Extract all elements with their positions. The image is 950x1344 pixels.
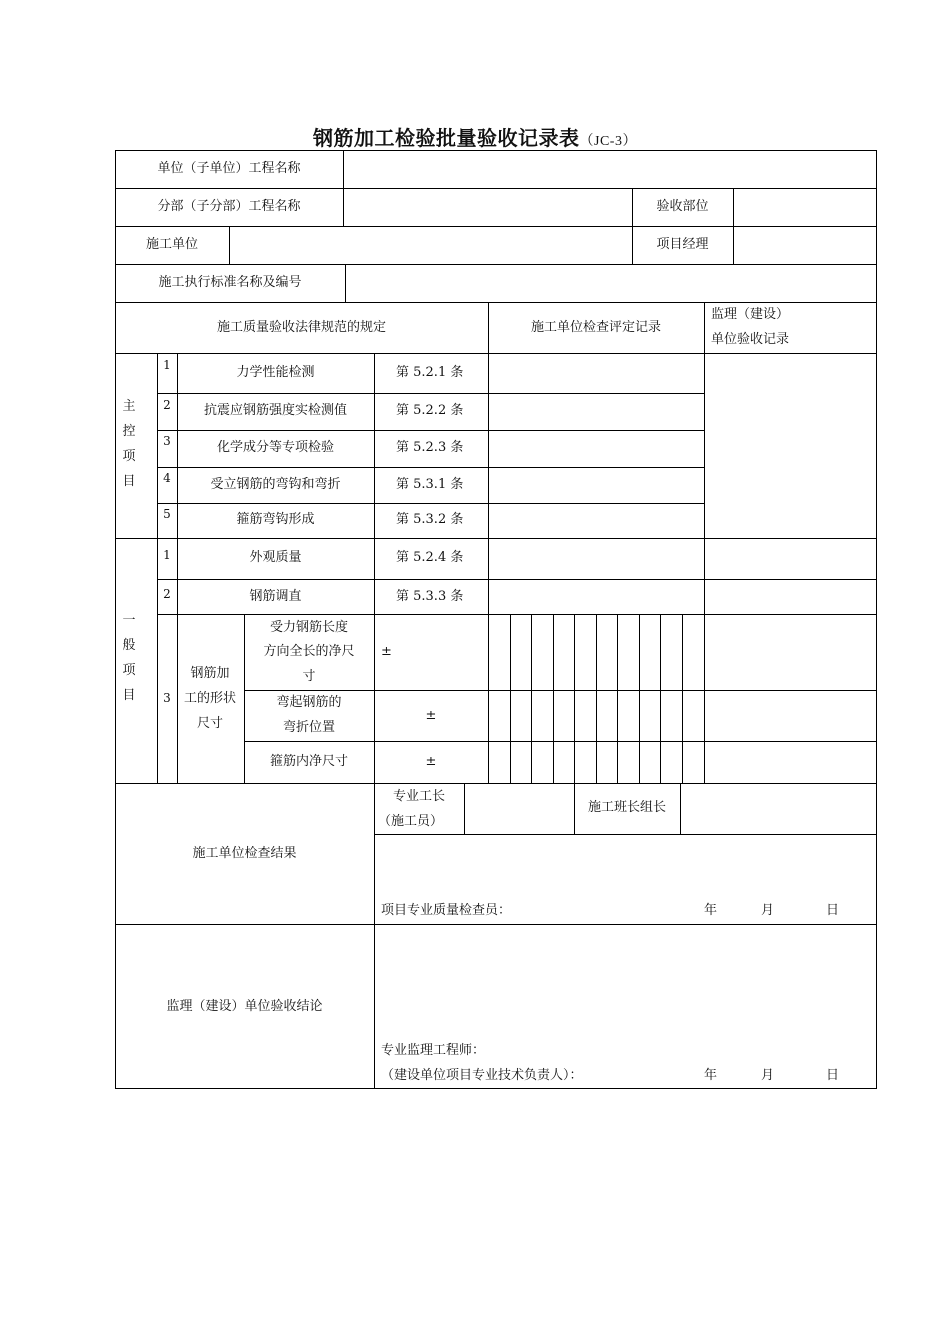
project-name-label: 单位（子单位）工程名称 — [157, 161, 301, 176]
general-row-item: 钢筋调直 — [249, 589, 302, 604]
general-group-name-line3: 尺寸 — [196, 716, 223, 731]
main-row-clause: 第 5.3.2 条 — [396, 512, 464, 527]
contractor-record-header: 施工单位检查评定记录 — [530, 320, 661, 335]
main-row-clause: 第 5.3.1 条 — [396, 477, 464, 492]
main-row-clause: 第 5.2.2 条 — [396, 403, 464, 418]
page-title: 钢筋加工检验批量验收记录表（JC-3） — [313, 126, 637, 150]
main-row-no: 2 — [163, 398, 171, 412]
main-row-clause: 第 5.2.3 条 — [396, 440, 464, 455]
sub-item-line2: 弯折位置 — [282, 720, 335, 735]
supervisor-record-header-line2: 单位验收记录 — [711, 332, 790, 347]
subproject-label: 分部（子分部）工程名称 — [157, 199, 301, 214]
main-row-no: 1 — [163, 358, 171, 372]
owner-representative-label: （建设单位项目专业技术负责人）： — [381, 1068, 583, 1083]
main-row-item: 箍筋弯钩形成 — [236, 512, 315, 527]
main-row-item: 力学性能检测 — [236, 365, 315, 380]
supervisor-conclusion-label: 监理（建设）单位验收结论 — [166, 999, 323, 1014]
month-label: 月 — [761, 903, 775, 918]
main-row-clause: 第 5.2.1 条 — [396, 365, 464, 380]
main-row-no: 5 — [163, 507, 171, 521]
year-label: 年 — [704, 1068, 718, 1083]
contractor-result-label: 施工单位检查结果 — [192, 846, 297, 861]
contractor-label: 施工单位 — [145, 237, 198, 252]
supervising-engineer-label: 专业监理工程师： — [381, 1043, 486, 1058]
main-row-no: 4 — [163, 471, 171, 485]
main-row-item: 受立钢筋的弯钩和弯折 — [210, 477, 341, 492]
sub-item-line1: 受力钢筋长度 — [269, 620, 348, 635]
team-leader-label: 施工班长组长 — [587, 800, 666, 815]
sub-item-line1: 弯起钢筋的 — [276, 695, 342, 710]
main-row-no: 3 — [163, 434, 171, 448]
supervisor-record-header-line1: 监理（建设） — [711, 307, 790, 322]
foreman-label-line1: 专业工长 — [392, 789, 445, 804]
form-code: （JC-3） — [579, 134, 637, 149]
general-row-clause: 第 5.2.4 条 — [396, 550, 464, 565]
year-label: 年 — [704, 903, 718, 918]
general-row-no: 1 — [163, 548, 171, 562]
general-row-clause: 第 5.3.3 条 — [396, 589, 464, 604]
standard-label: 施工执行标准名称及编号 — [158, 275, 302, 290]
tolerance-symbol: ± — [381, 644, 392, 659]
sub-item-line2: 方向全长的净尺 — [263, 644, 355, 659]
sub-item-line1: 箍筋内净尺寸 — [269, 754, 348, 769]
day-label: 日 — [826, 1068, 840, 1083]
day-label: 日 — [826, 903, 840, 918]
project-manager-label: 项目经理 — [656, 237, 709, 252]
month-label: 月 — [761, 1068, 775, 1083]
general-group-no: 3 — [163, 691, 171, 705]
tolerance-symbol: ± — [425, 708, 437, 723]
quality-inspector-label: 项目专业质量检查员： — [381, 903, 512, 918]
general-row-no: 2 — [163, 587, 171, 601]
spec-column-header: 施工质量验收法律规范的规定 — [216, 320, 386, 335]
general-items-label: 一般项目 — [122, 613, 136, 703]
tolerance-symbol: ± — [425, 754, 437, 769]
general-row-item: 外观质量 — [249, 550, 302, 565]
general-group-name-line2: 工的形状 — [183, 691, 236, 706]
acceptance-part-label: 验收部位 — [656, 199, 709, 214]
sub-item-line3: 寸 — [302, 669, 316, 684]
main-row-item: 化学成分等专项检验 — [216, 440, 334, 455]
general-group-name-line1: 钢筋加 — [190, 666, 230, 681]
foreman-label-line2: （施工员） — [378, 814, 444, 829]
main-row-item: 抗震应钢筋强度实检测值 — [203, 403, 347, 418]
main-items-label: 主控项目 — [122, 399, 136, 489]
